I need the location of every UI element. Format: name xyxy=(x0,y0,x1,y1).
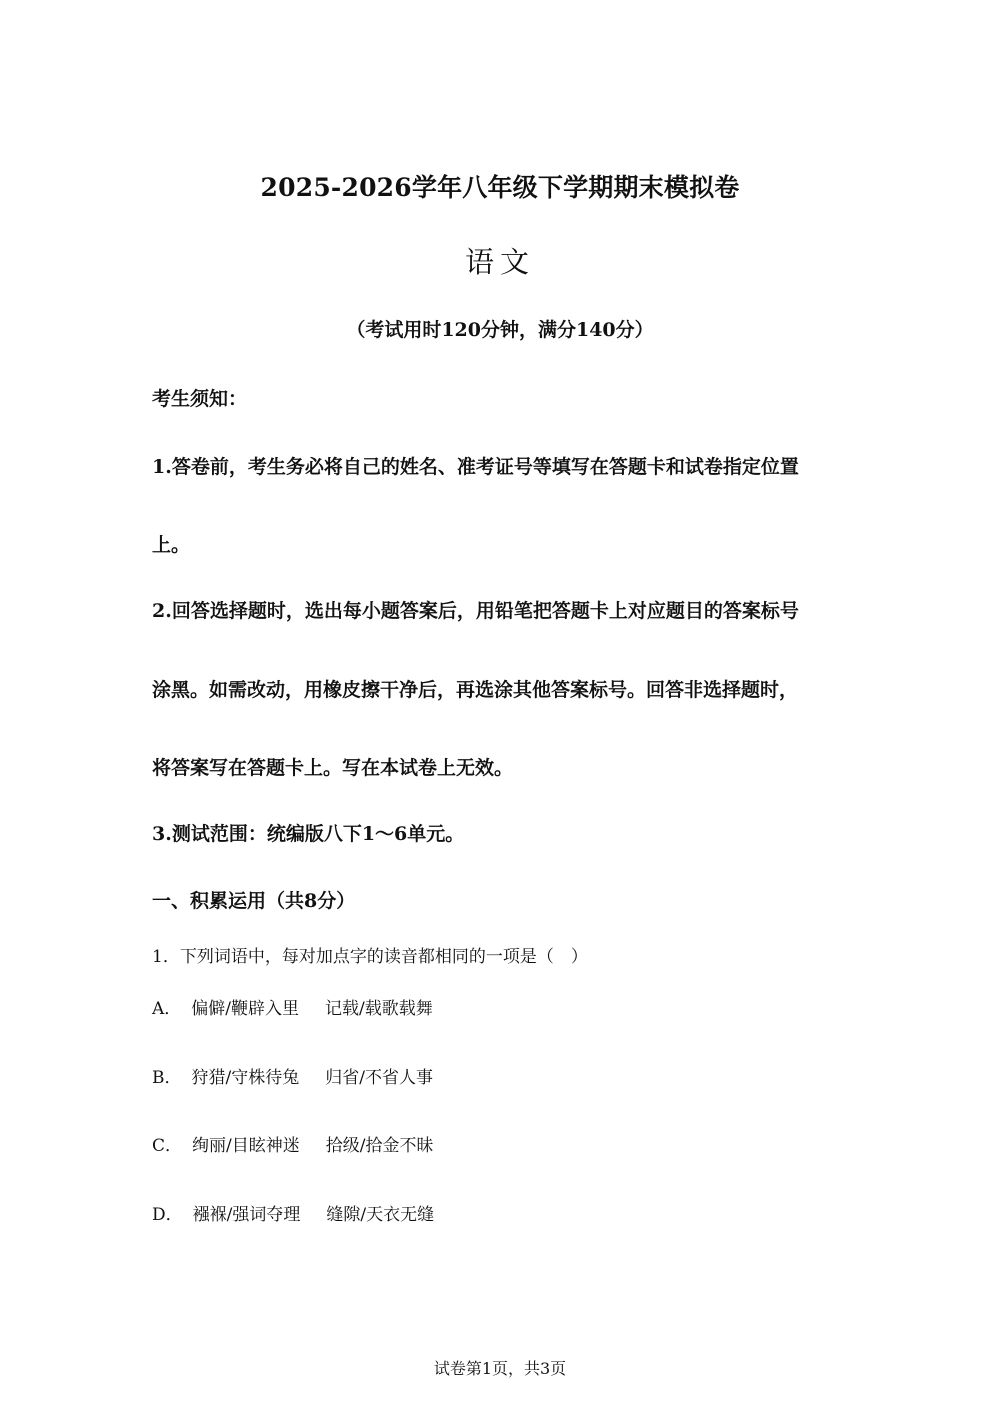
option-right-text: 记载/载歌载舞 xyxy=(325,999,433,1019)
option-label: B． xyxy=(152,1068,182,1088)
option-c[interactable] xyxy=(152,1131,433,1156)
notice-line: 1.答卷前，考生务必将自己的姓名、准考证号等填写在答题卡和试卷指定位置 xyxy=(152,456,799,478)
option-left-text: 狩猎/守株待兔 xyxy=(191,1068,300,1088)
option-b[interactable] xyxy=(152,1063,433,1088)
option-left-text: 绚丽/目眩神迷 xyxy=(192,1136,300,1156)
option-a[interactable] xyxy=(152,994,433,1019)
option-right-text: 归省/不省人事 xyxy=(325,1068,433,1088)
exam-title: 2025-2026学年八年级下学期期末模拟卷 xyxy=(260,173,740,202)
subject-name: 语文 xyxy=(464,245,535,279)
page-footer: 试卷第1页，共3页 xyxy=(433,1359,567,1378)
option-label: C． xyxy=(152,1136,183,1156)
notice-line: 将答案写在答题卡上。写在本试卷上无效。 xyxy=(152,757,514,779)
question-stem: 1．下列词语中，每对加点字的读音都相同的一项是（ ） xyxy=(152,947,588,967)
notice-line: 2.回答选择题时，选出每小题答案后，用铅笔把答题卡上对应题目的答案标号 xyxy=(152,600,799,622)
option-left-text: 偏僻/鞭辟入里 xyxy=(191,999,300,1019)
option-label: D． xyxy=(152,1205,183,1225)
option-left-text: 襁褓/强词夺理 xyxy=(192,1205,301,1225)
notice-heading: 考生须知： xyxy=(152,388,248,410)
option-label: A． xyxy=(152,999,182,1019)
notice-line: 3.测试范围：统编版八下1～6单元。 xyxy=(152,823,465,845)
option-right-text: 缝隙/天衣无缝 xyxy=(326,1205,435,1225)
option-d[interactable] xyxy=(152,1200,434,1225)
section-heading: 一、积累运用（共8分） xyxy=(152,890,356,912)
notice-line: 上。 xyxy=(152,534,191,556)
option-right-text: 拾级/拾金不昧 xyxy=(325,1136,434,1156)
notice-line: 涂黑。如需改动，用橡皮擦干净后，再选涂其他答案标号。回答非选择题时， xyxy=(152,679,799,701)
exam-time-info: （考试用时120分钟，满分140分） xyxy=(346,319,654,341)
